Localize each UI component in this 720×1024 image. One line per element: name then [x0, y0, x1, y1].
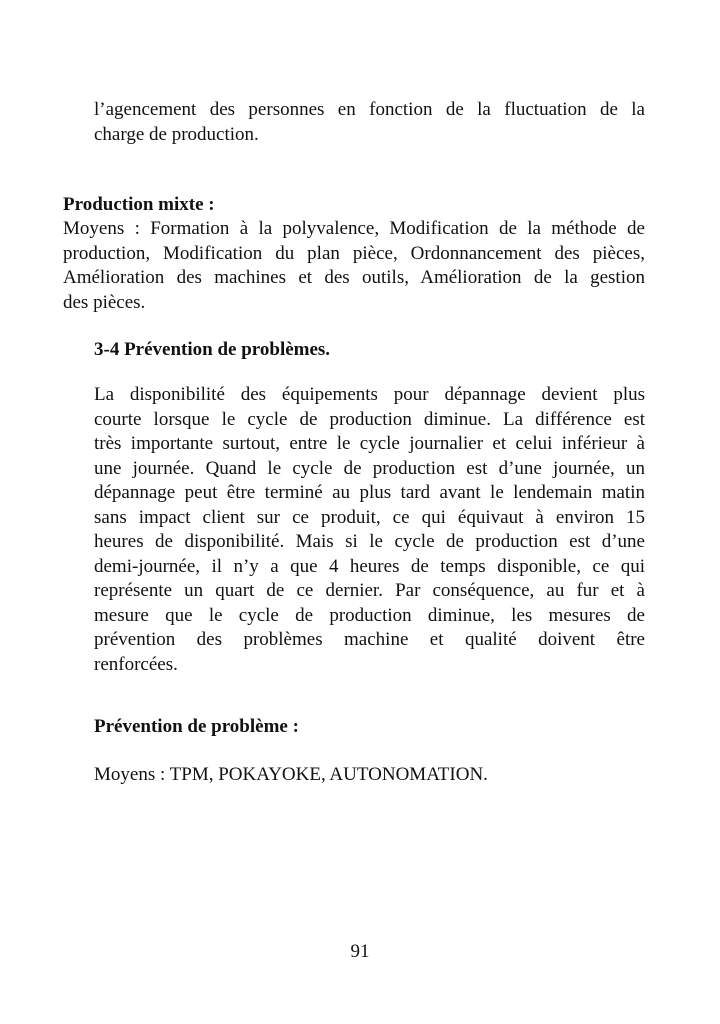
text-line: heures de disponibilité. Mais si le cycle de production est d’une [94, 531, 645, 552]
problem-prevention-heading: Prévention de problème : [94, 716, 299, 737]
text-line: courte lorsque le cycle de production diminue. La différence est [94, 408, 645, 430]
text-line: des pièces. [63, 291, 146, 313]
text-line: demi-journée, il n’y a que 4 heures de temps disponible, ce qui [94, 555, 645, 577]
text-line: très importante surtout, entre le cycle journalier et celui inférieur à [94, 433, 645, 454]
text-line: renforcées. [94, 653, 178, 675]
text-line: mesure que le cycle de production diminue, les mesures de [94, 604, 645, 626]
mixed-production-body [63, 217, 645, 315]
text-line: production, Modification du plan pièce, Ordonnancement des pièces, [63, 242, 645, 264]
mixed-production-heading: Production mixte : [63, 194, 215, 215]
text-line: charge de production. [94, 123, 259, 145]
text-line: dépannage peut être terminé au plus tard avant le lendemain matin [94, 482, 645, 503]
text-line: sans impact client sur ce produit, ce qui équivaut à environ 15 [94, 506, 645, 528]
text-line: une journée. Quand le cycle de production est d’une journée, un [94, 457, 645, 479]
intro-continuation-paragraph [94, 98, 645, 147]
text-line: Amélioration des machines et des outils, Amélioration de la gestion [63, 267, 645, 288]
section-heading: 3-4 Prévention de problèmes. [94, 339, 331, 360]
text-line: l’agencement des personnes en fonction de la fluctuation de la [94, 99, 645, 120]
text-line: Moyens : Formation à la polyvalence, Modification de la méthode de [63, 218, 645, 239]
page-number: 91 [350, 941, 370, 962]
text-line: représente un quart de ce dernier. Par conséquence, au fur et à [94, 580, 645, 601]
text-line: prévention des problèmes machine et qualité doivent être [94, 629, 645, 650]
text-line: La disponibilité des équipements pour dépannage devient plus [94, 384, 645, 405]
problem-prevention-body: Moyens : TPM, POKAYOKE, AUTONOMATION. [94, 764, 488, 785]
section-body-paragraph [94, 383, 645, 677]
